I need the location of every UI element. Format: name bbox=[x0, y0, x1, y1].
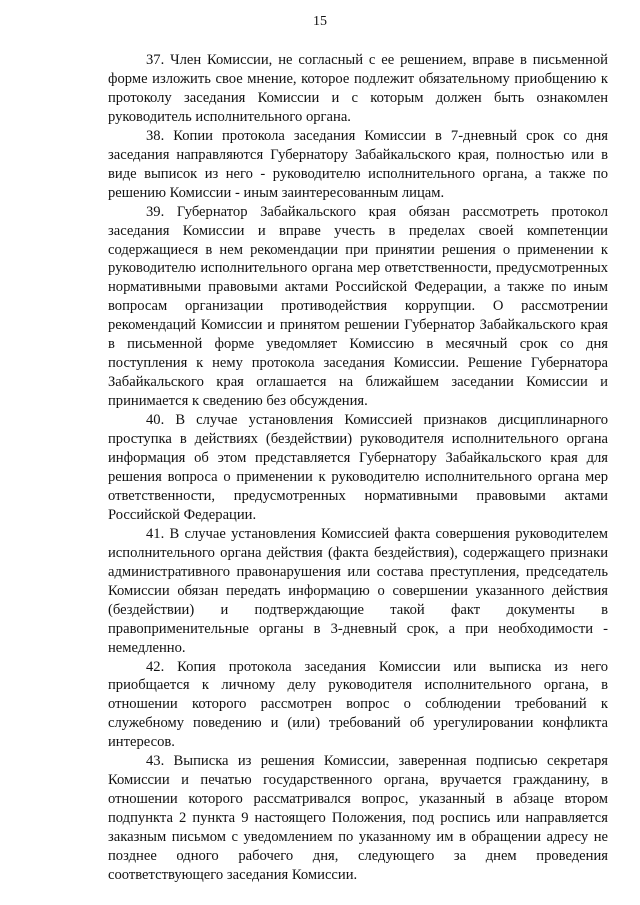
page-number: 15 bbox=[313, 14, 327, 29]
paragraph-39: 39. Губернатор Забайкальского края обязан рассмотреть протокол заседания Комиссии и вправе учесть в пределах своей компетенции содержащиеся в нем рекомендации при принятии решения о применении к руководителю исполнительного органа мер ответственности, предусмотренных нормативными правовыми актами Российской Федерации, а также по иным вопросам организации противодействия коррупции. О рассмотрении рекомендаций Комиссии и принятом решении Губернатор Забайкальского края в письменной форме уведомляет Комиссию в месячный срок со дня поступления к нему протокола заседания Комиссии. Решение Губернатора Забайкальского края оглашается на ближайшем заседании Комиссии и принимается к сведению без обсуждения. bbox=[108, 203, 608, 410]
paragraph-43: 43. Выписка из решения Комиссии, заверенная подписью секретаря Комиссии и печатью государственного органа, вручается гражданину, в отношении которого рассматривался вопрос, указанный в абзаце втором подпункта 2 пункта 9 настоящего Положения, под роспись или направляется заказным письмом с уведомлением по указанному им в обращении адресу не позднее одного рабочего дня, следующего за днем проведения соответствующего заседания Комиссии. bbox=[108, 753, 608, 883]
paragraph-37: 37. Член Комиссии, не согласный с ее решением, вправе в письменной форме изложить свое мнение, которое подлежит обязательному приобщению к протоколу заседания Комиссии и с которым должен быть ознакомлен руководитель исполнительного органа. bbox=[108, 52, 608, 125]
document-body bbox=[108, 51, 608, 885]
paragraph-42: 42. Копия протокола заседания Комиссии или выписка из него приобщается к личному делу руководителя исполнительного органа, в отношении которого рассмотрен вопрос о соблюдении требований к служебному поведению и (или) требований об урегулировании конфликта интересов. bbox=[108, 658, 608, 751]
paragraph-40: 40. В случае установления Комиссией признаков дисциплинарного проступка в действиях (бездействии) руководителя исполнительного органа информация об этом представляется Губернатору Забайкальского края для решения вопроса о применении к руководителю исполнительного органа мер ответственности, предусмотренных нормативными правовыми актами Российской Федерации. bbox=[108, 412, 608, 523]
paragraph-41: 41. В случае установления Комиссией факта совершения руководителем исполнительного органа действия (факта бездействия), содержащего признаки административного правонарушения или состава преступления, председатель Комиссии обязан передать информацию о совершении указанного действия (бездействии) и подтверждающие такой факт документы в правоприменительные органы в 3-дневный срок, а при необходимости - немедленно. bbox=[108, 525, 608, 656]
paragraph-38: 38. Копии протокола заседания Комиссии в 7-дневный срок со дня заседания направляются Губернатору Забайкальского края, полностью или в виде выписок из него - руководителю исполнительного органа, а также по решению Комиссии - иным заинтересованным лицам. bbox=[108, 127, 608, 201]
